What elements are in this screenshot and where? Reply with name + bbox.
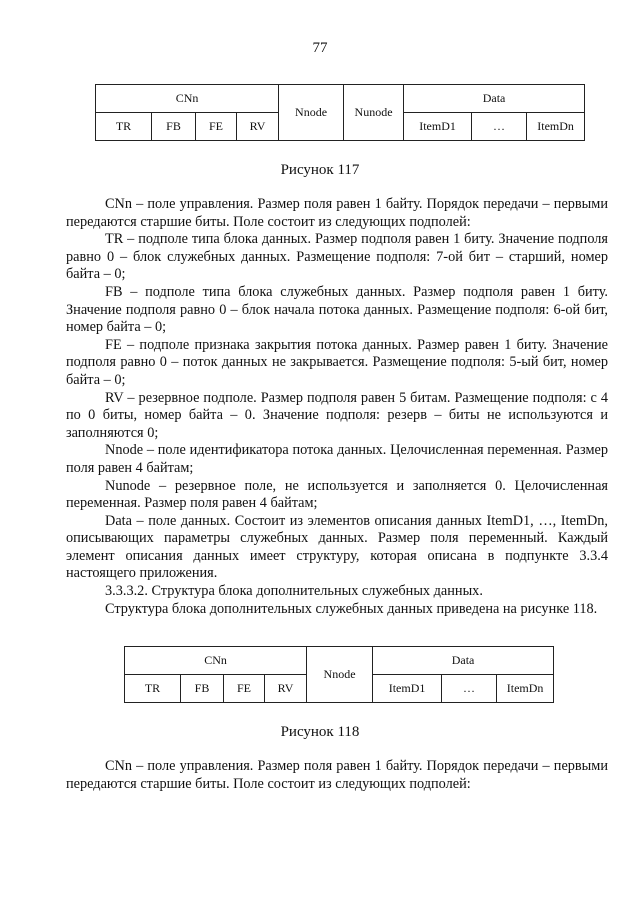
paragraph-rv: RV – резервное подполе. Размер подполя равен 5 битам. Размещение подполя: с 4 по 0 биты, номер байта – 0. Значение подполя: резерв – биты не используются и заполняются 0; (66, 389, 608, 441)
data-header-cell: Data (373, 647, 554, 675)
nnode-cell: Nnode (279, 85, 344, 141)
paragraph-cnn: CNn – поле управления. Размер поля равен 1 байту. Порядок передачи – первыми передаются старшие биты. Поле состоит из следующих подполей: (66, 196, 608, 230)
cnn-header-cell: CNn (96, 85, 279, 113)
paragraph-nunode: Nunode – резервное поле, не используется и заполняется 0. Целочисленная переменная. Размер поля равен 4 байтам; (66, 477, 608, 512)
ellipsis-cell: … (442, 675, 497, 703)
rv-cell: RV (265, 675, 307, 703)
fb-cell: FB (181, 675, 224, 703)
body-text-main (66, 196, 608, 618)
rv-cell: RV (237, 113, 279, 141)
section-heading: 3.3.3.2. Структура блока дополнительных служебных данных. (105, 583, 483, 600)
itemd1-cell: ItemD1 (373, 675, 442, 703)
fb-cell: FB (152, 113, 196, 141)
paragraph-data: Data – поле данных. Состоит из элементов описания данных ItemD1, …, ItemDn, описывающих параметры служебных данных. Размер поля переменный. Каждый элемент описания данных имеет структуру, которая описана в подпункте 3.3.4 настоящего приложения. (66, 512, 608, 582)
itemdn-cell: ItemDn (527, 113, 585, 141)
nunode-cell: Nunode (344, 85, 404, 141)
tr-cell: TR (125, 675, 181, 703)
body-text-bottom (66, 758, 608, 793)
itemdn-cell: ItemDn (497, 675, 554, 703)
cnn-header-cell: CNn (125, 647, 307, 675)
tr-cell: TR (96, 113, 152, 141)
data-header-cell: Data (404, 85, 585, 113)
nnode-cell: Nnode (307, 647, 373, 703)
paragraph-cnn-2: CNn – поле управления. Размер поля равен 1 байту. Порядок передачи – первыми передаются старшие биты. Поле состоит из следующих подполей: (66, 758, 608, 792)
itemd1-cell: ItemD1 (404, 113, 472, 141)
paragraph-fb: FB – подполе типа блока служебных данных. Размер подполя равен 1 биту. Значение подполя равно 0 – блок начала потока данных. Размещение подполя: 6-ой бит, номер байта – 0; (66, 283, 608, 336)
page-number: 77 (312, 40, 328, 56)
fe-cell: FE (196, 113, 237, 141)
figure-117-frame-table (95, 84, 585, 141)
figure-118-caption: Рисунок 118 (280, 724, 360, 740)
paragraph-structure-intro: Структура блока дополнительных служебных данных приведена на рисунке 118. (105, 600, 598, 617)
paragraph-nnode: Nnode – поле идентификатора потока данных. Целочисленная переменная. Размер поля равен 4 байтам; (66, 442, 608, 476)
figure-117-caption: Рисунок 117 (280, 162, 360, 178)
fe-cell: FE (224, 675, 265, 703)
paragraph-tr: TR – подполе типа блока данных. Размер подполя равен 1 биту. Значение подполя равно 0 – блок служебных данных. Размещение подполя: 7-ой бит – старший, номер байта – 0; (66, 231, 608, 283)
paragraph-fe: FE – подполе признака закрытия потока данных. Размер равен 1 биту. Значение подполя равно 0 – поток данных не закрывается. Размещение подполя: 5-ый бит, номер байта – 0; (66, 336, 608, 388)
ellipsis-cell: … (472, 113, 527, 141)
figure-118-frame-table (124, 646, 554, 703)
